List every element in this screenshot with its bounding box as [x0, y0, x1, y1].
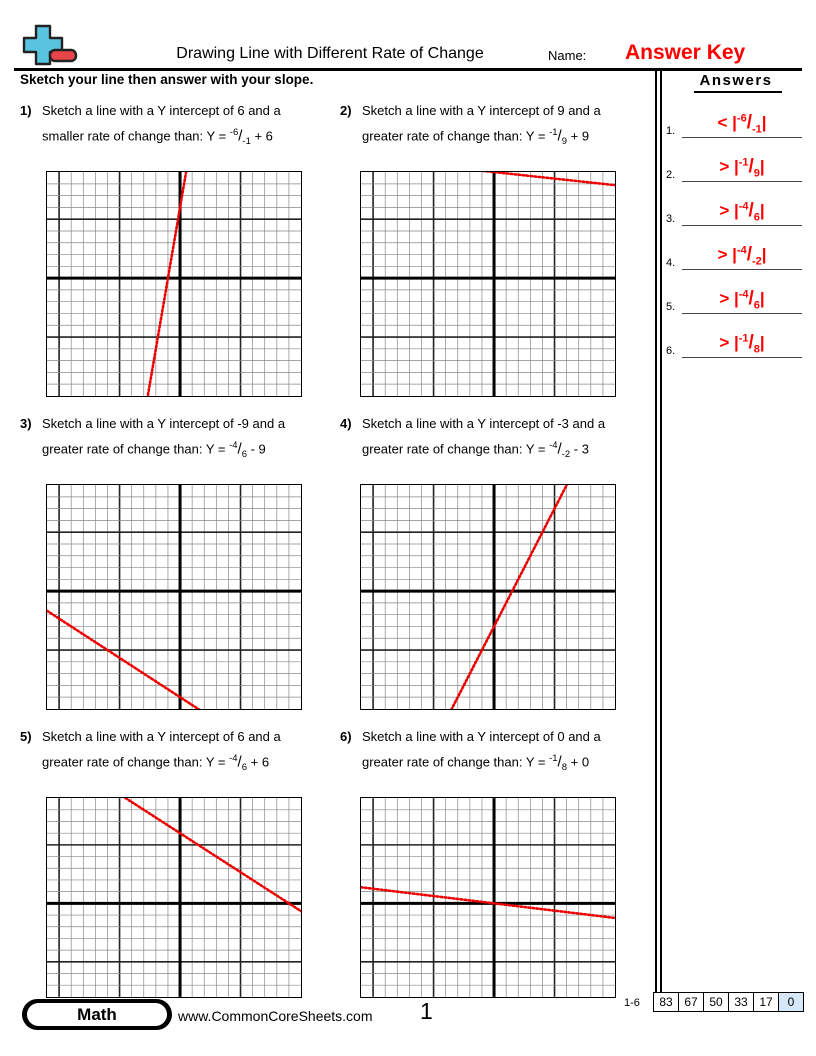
answer-row — [666, 96, 802, 138]
answer-number: 5. — [666, 301, 676, 313]
website-url: www.CommonCoreSheets.com — [178, 1008, 373, 1024]
score-box: 67 — [678, 992, 704, 1012]
coordinate-grid-2[interactable] — [360, 171, 616, 397]
problem-number: 2) — [340, 103, 352, 118]
header-divider — [14, 68, 802, 71]
answer-row — [666, 316, 802, 358]
plus-minus-logo-icon — [14, 22, 82, 66]
score-box: 33 — [728, 992, 754, 1012]
answer-blank-line — [682, 225, 802, 227]
coordinate-grid-1[interactable] — [46, 171, 302, 397]
answer-value: > $|^{-4}/_6|$ — [719, 287, 765, 311]
answer-column-divider-left — [655, 68, 657, 1000]
problem-text: Sketch a line with a Y intercept of 6 and a greater rate of change than: $Y = ^{-4}/_6 + 6$ — [42, 729, 281, 773]
answers-heading-underline — [694, 91, 782, 93]
answer-column-divider-right — [660, 68, 662, 1000]
problem-number: 6) — [340, 729, 352, 744]
answer-value: > $|^{-1}/_8|$ — [719, 331, 765, 355]
answer-value: > $|^{-4}/_{-2}|$ — [717, 243, 767, 267]
answer-value: < $|^{-6}/_{-1}|$ — [717, 111, 767, 135]
score-box: 50 — [703, 992, 729, 1012]
problem-number: 1) — [20, 103, 32, 118]
answer-row — [666, 228, 802, 270]
problem-number: 4) — [340, 416, 352, 431]
score-scale — [654, 992, 804, 1012]
answer-blank-line — [682, 269, 802, 271]
problem-text: Sketch a line with a Y intercept of 9 and a greater rate of change than: $Y = ^{-1}/_9 + 9$ — [362, 103, 601, 147]
page-number: 1 — [420, 998, 433, 1024]
score-range-label: 1-6 — [624, 997, 640, 1009]
answer-number: 6. — [666, 345, 676, 357]
answer-blank-line — [682, 313, 802, 315]
name-label: Name: — [548, 48, 587, 63]
answer-row — [666, 184, 802, 226]
problem-number: 3) — [20, 416, 32, 431]
subject-badge-label: Math — [27, 1003, 167, 1026]
answer-number: 3. — [666, 213, 676, 225]
coordinate-grid-4[interactable] — [360, 484, 616, 710]
answer-number: 4. — [666, 257, 676, 269]
answer-key-label: Answer Key — [625, 41, 746, 64]
answer-blank-line — [682, 181, 802, 183]
answer-row — [666, 140, 802, 182]
problem-text: Sketch a line with a Y intercept of -9 and a greater rate of change than: $Y = ^{-4}/_6 - 9$ — [42, 416, 286, 460]
problem-text: Sketch a line with a Y intercept of 0 and a greater rate of change than: $Y = ^{-1}/_8 + 0$ — [362, 729, 601, 773]
problem-text: Sketch a line with a Y intercept of -3 and a greater rate of change than: $Y = ^{-4}/_{-2} - 3$ — [362, 416, 606, 460]
problem-text: Sketch a line with a Y intercept of 6 and a smaller rate of change than: $Y = ^{-6}/_{-1} + 6$ — [42, 103, 281, 147]
answer-value: > $|^{-4}/_6|$ — [719, 199, 765, 223]
score-box: 0 — [778, 992, 804, 1012]
answer-number: 1. — [666, 125, 676, 137]
score-box: 17 — [753, 992, 779, 1012]
directions-text: Sketch your line then answer with your slope. — [20, 72, 314, 87]
answer-blank-line — [682, 137, 802, 139]
coordinate-grid-5[interactable] — [46, 797, 302, 998]
subject-badge — [22, 999, 172, 1030]
answers-heading: Answers — [699, 72, 773, 89]
score-box: 83 — [653, 992, 679, 1012]
problem-number: 5) — [20, 729, 32, 744]
answer-blank-line — [682, 357, 802, 359]
answer-number: 2. — [666, 169, 676, 181]
coordinate-grid-6[interactable] — [360, 797, 616, 998]
page-header — [0, 0, 816, 68]
answer-row — [666, 272, 802, 314]
coordinate-grid-3[interactable] — [46, 484, 302, 710]
page-title: Drawing Line with Different Rate of Change — [176, 45, 484, 62]
answer-value: > $|^{-1}/_9|$ — [719, 155, 765, 179]
